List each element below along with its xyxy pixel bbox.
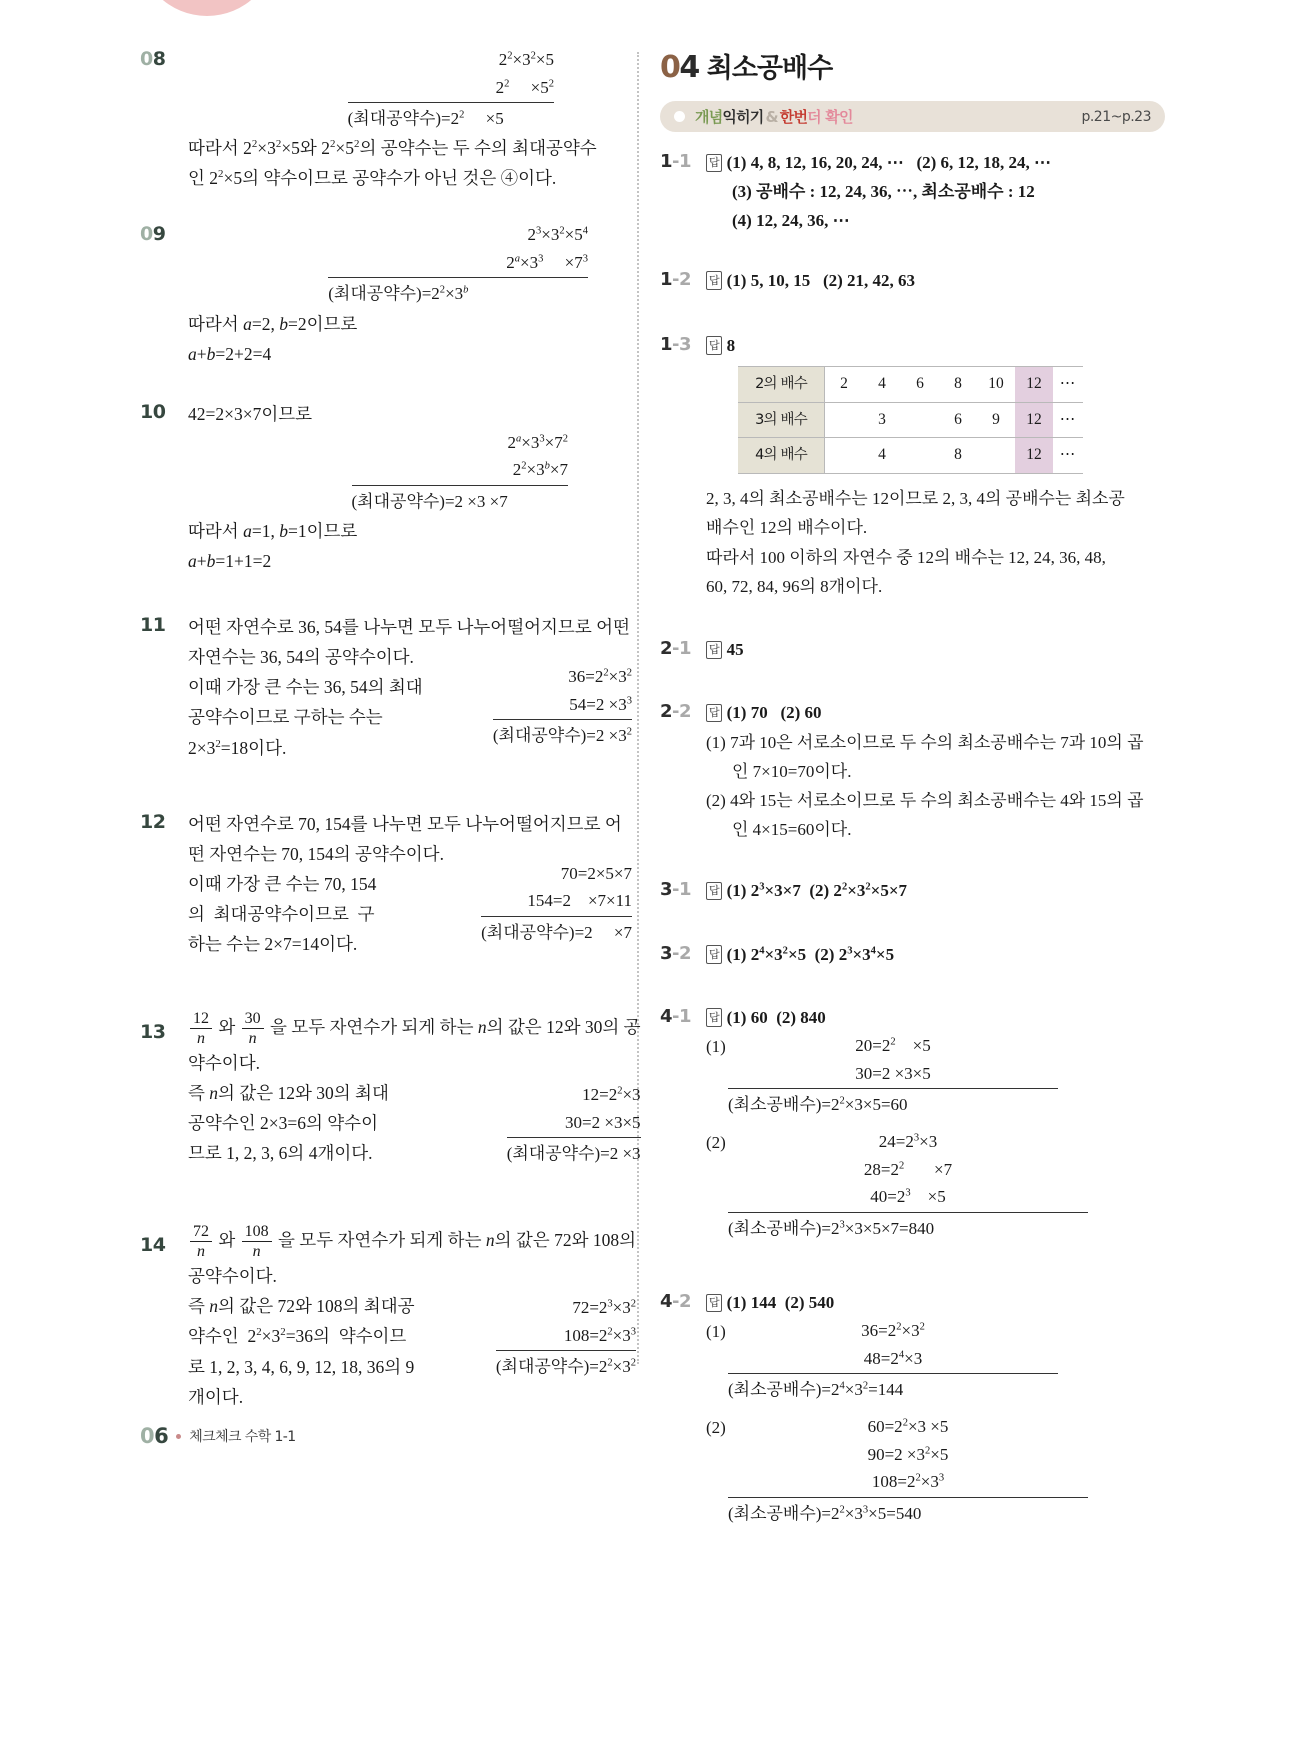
- explanation-line: 인 $2^2\times 5$의 약수이므로 공약수가 아닌 것은 ④이다.: [188, 168, 557, 189]
- answer-4-2: [660, 1288, 1165, 1539]
- answer-body: [706, 1003, 1165, 1254]
- explanation-line: 2, 3, 4의 최소공배수는 12이므로 2, 3, 4의 공배수는 최소공: [706, 489, 1125, 509]
- factor-row: 154=2 ×7×11: [527, 891, 632, 911]
- cell: [825, 438, 864, 474]
- numerator: 108: [244, 1223, 269, 1241]
- answer-text: (1) 70 (2) 60: [726, 703, 822, 723]
- problem-body: [188, 1220, 636, 1411]
- table-row: [738, 438, 1083, 474]
- cell-ellipsis: ⋯: [1053, 438, 1083, 474]
- explanation-line: 공약수인 2×3=6의 약수이: [188, 1113, 378, 1134]
- explanation-line: 자연수는 36, 54의 공약수이다.: [188, 647, 414, 668]
- numerator: 12: [193, 1010, 209, 1028]
- problem-13: [140, 1007, 641, 1168]
- line-text: 을 모두 자연수가 되게 하는 n의 값은 72와 108의: [278, 1230, 637, 1251]
- dap-icon: 답: [706, 1008, 722, 1027]
- explanation-line: $2\times 3^2=18$이다.: [188, 737, 287, 758]
- factor-row: $2^2\times 3^2\times 5$: [498, 50, 554, 69]
- problem-number: 11: [140, 614, 166, 637]
- problem-body: [188, 612, 632, 762]
- fraction: [190, 1223, 212, 1261]
- factor-rows: [496, 1294, 636, 1381]
- explanation-line: 의 최대공약수이므로 구: [188, 903, 375, 924]
- table-row: [738, 367, 1083, 403]
- explanation-line: 개이다.: [188, 1386, 244, 1407]
- answer-number: 1-2: [660, 268, 692, 290]
- problem-number: 09: [140, 223, 166, 246]
- work-label: (1): [706, 1322, 726, 1342]
- conjunction: 와: [218, 1230, 236, 1251]
- answer-text: (4) 12, 24, 36, ⋯: [732, 211, 850, 231]
- gcd-result: (최대공약수)=2 ×3: [507, 1137, 641, 1168]
- left-column: [140, 46, 641, 1418]
- work-block: [706, 1032, 1165, 1128]
- answer-number: 3-1: [660, 879, 692, 901]
- factorization-block: [351, 429, 568, 516]
- cell-ellipsis: ⋯: [1053, 367, 1083, 403]
- answer-body: [706, 148, 1165, 236]
- answer-1-1: [660, 148, 1165, 236]
- factor-row: $2^a\times 3^3$ $\times 7^3$: [506, 252, 588, 272]
- explanation-line: 약수인 $2^2\times 3^2=36$의 약수이므: [188, 1326, 407, 1347]
- denominator: n: [242, 1241, 272, 1261]
- answer-text: (1) $2^3\times 3\times 7$ (2) $2^2\times 3^2\times 5\times 7$: [726, 881, 908, 901]
- answer-line: [706, 177, 1165, 206]
- answer-line: [706, 876, 1165, 905]
- fraction: [242, 1223, 272, 1261]
- answer-text: (1) 144 (2) 540: [726, 1293, 835, 1313]
- cell: 4: [863, 367, 901, 403]
- factorization-block: [481, 860, 632, 947]
- answer-3-1: [660, 876, 1165, 905]
- fraction: [190, 1010, 212, 1048]
- answer-number: 2-2: [660, 701, 692, 723]
- explanation-line: 이때 가장 큰 수는 36, 54의 최대: [188, 677, 423, 698]
- problem-08: [140, 46, 632, 193]
- gcd-result: (최대공약수)$=2^2\times 3^2$: [496, 1350, 636, 1381]
- cell: 3: [863, 402, 901, 438]
- explanation-line: 어떤 자연수로 36, 54를 나누면 모두 나누어떨어지므로 어떤: [188, 617, 630, 638]
- section-band: [660, 101, 1165, 132]
- cell: 6: [901, 367, 939, 403]
- explanation-line: 따라서 $2^2\times 3^2\times 5$와 $2^2\times 5^2$의 공약수는 두 수의 최대공약수: [188, 138, 597, 159]
- explanation-line: (2) 4와 15는 서로소이므로 두 수의 최소공배수는 4와 15의 곱: [706, 791, 1144, 811]
- answer-body: [706, 266, 1165, 295]
- answer-number: 1-3: [660, 333, 692, 355]
- answer-2-2: [660, 698, 1165, 844]
- explanation-line: 하는 수는 2×7=14이다.: [188, 933, 358, 954]
- problem-12: [140, 809, 632, 959]
- answer-text: (3) 공배수 : 12, 24, 36, ⋯, 최소공배수 : 12: [732, 182, 1035, 202]
- factor-row: 70=2×5×7: [560, 863, 632, 883]
- chapter-number: [660, 50, 699, 85]
- answer-number: 1-1: [660, 151, 692, 172]
- answer-line: [706, 331, 1165, 360]
- cell: 10: [977, 367, 1015, 403]
- band-part-3: 한번: [779, 108, 808, 126]
- chapter-title: 최소공배수: [706, 53, 833, 84]
- factor-row: 30=2 ×3×5: [855, 1063, 931, 1083]
- explanation-line: 어떤 자연수로 70, 154를 나누면 모두 나누어떨어지므로 어: [188, 813, 622, 834]
- explanation-line: 약수이다.: [188, 1052, 260, 1073]
- answer-body: [706, 940, 1165, 969]
- gcd-result: (최대공약수)=2 ×7: [481, 916, 632, 947]
- work-block: [706, 1317, 1165, 1413]
- problem-body: [188, 1007, 641, 1168]
- chapter-number-digit: 4: [679, 50, 699, 85]
- explanation-line: 므로 1, 2, 3, 6의 4개이다.: [188, 1143, 373, 1164]
- answer-line: [706, 1288, 1165, 1317]
- factor-row: $54=2 \times 3^3$: [569, 694, 632, 714]
- answer-number: 4-2: [660, 1291, 692, 1313]
- answer-number: 4-1: [660, 1005, 692, 1027]
- page-number: 06: [140, 1424, 169, 1448]
- line-text: 을 모두 자연수가 되게 하는 n의 값은 12와 30의 공: [270, 1017, 641, 1038]
- denominator: n: [190, 1241, 212, 1261]
- cell-highlight: 12: [1015, 438, 1053, 474]
- row-header: 3의 배수: [738, 402, 825, 438]
- explanation-line: 떤 자연수는 70, 154의 공약수이다.: [188, 843, 444, 864]
- work-block: [706, 1413, 1165, 1539]
- factorization-block: [496, 1294, 636, 1381]
- cell: [901, 402, 939, 438]
- explanation-line: [188, 1220, 636, 1261]
- cell-highlight: 12: [1015, 402, 1053, 438]
- gcd-result: (최대공약수)$=2^2\times 3^b$: [328, 277, 588, 308]
- explanation-line: a+b=1+1=2: [188, 551, 272, 572]
- problem-body: [188, 46, 632, 193]
- cell: 2: [825, 367, 864, 403]
- fraction: [242, 1010, 264, 1048]
- factorization-block: [493, 663, 632, 750]
- cell: 8: [939, 367, 977, 403]
- explanation-line: 이때 가장 큰 수는 70, 154: [188, 873, 377, 894]
- answer-4-1: [660, 1003, 1165, 1254]
- factor-row: 30=2 ×3×5: [565, 1112, 641, 1132]
- lcm-result: (최소공배수)$=2^4\times 3^2=144$: [728, 1373, 1058, 1404]
- problem-body: [188, 399, 632, 576]
- dap-icon: 답: [706, 1294, 722, 1313]
- factor-row: $20=2^2$ ×5: [855, 1036, 931, 1056]
- answer-body: [706, 1288, 1165, 1539]
- answer-text: 45: [726, 640, 744, 660]
- factor-row: $90=2 \times 3^2\times 5$: [867, 1444, 949, 1464]
- answer-1-2: [660, 266, 1165, 295]
- factor-row: $40=2^3$ ×5: [870, 1187, 946, 1207]
- answer-line: [706, 940, 1165, 969]
- cell-ellipsis: ⋯: [1053, 402, 1083, 438]
- dap-icon: 답: [706, 271, 722, 290]
- problem-09: [140, 221, 632, 368]
- factor-row: $108=2^2\times 3^3$: [563, 1325, 637, 1345]
- work-label: (2): [706, 1133, 726, 1153]
- band-part-2: 익히기: [722, 108, 764, 126]
- answer-2-1: [660, 635, 1165, 664]
- factor-row: $2^3\times 3^2\times 5^4$: [527, 225, 588, 245]
- cell: 9: [977, 402, 1015, 438]
- explanation-line: 따라서 100 이하의 자연수 중 12의 배수는 12, 24, 36, 48,: [706, 547, 1106, 567]
- factor-row: $60=2^2\times 3 \times 5$: [867, 1417, 949, 1437]
- cell: 6: [939, 402, 977, 438]
- answer-line: [706, 148, 1165, 177]
- factorization-block: [728, 1317, 1058, 1404]
- factor-row: $72=2^3\times 3^2$: [572, 1298, 637, 1318]
- answer-body: [706, 635, 1165, 664]
- book-title: 체크체크 수학 1-1: [189, 1429, 296, 1445]
- problem-body: [188, 221, 632, 368]
- cell: [901, 438, 939, 474]
- page-footer: [140, 1424, 296, 1448]
- answer-line: [706, 206, 1165, 235]
- factor-row: $108=2^2\times 3^3$: [871, 1472, 945, 1492]
- factorization-block: [347, 46, 554, 133]
- factor-row: $48=2^4\times 3$: [863, 1348, 923, 1368]
- explanation-line: 42=2×3×7이므로: [188, 403, 313, 424]
- explanation-line: 인 7×10=70이다.: [732, 761, 852, 781]
- explanation-line: a+b=2+2=4: [188, 343, 272, 364]
- numerator: 72: [193, 1223, 209, 1241]
- cell: [825, 402, 864, 438]
- answer-text: (1) $2^4\times 3^2\times 5$ (2) $2^3\times 3^4\times 5$: [726, 944, 895, 964]
- factor-rows: [507, 1081, 641, 1168]
- answer-line: [706, 266, 1165, 295]
- factor-row: $36=2^2\times 3^2$: [568, 667, 632, 687]
- dap-icon: 답: [706, 641, 722, 660]
- problem-body: [188, 809, 632, 959]
- bullet-icon: [176, 1434, 181, 1439]
- factor-row: $36=2^2\times 3^2$: [861, 1321, 925, 1341]
- right-column: [660, 46, 1165, 1543]
- factorization-block: [728, 1032, 1058, 1119]
- explanation-line: 공약수이다.: [188, 1266, 277, 1287]
- cell: 4: [863, 438, 901, 474]
- answer-number: 3-2: [660, 942, 692, 964]
- gcd-result: (최대공약수)$=2 \times 3^2$: [493, 719, 632, 750]
- row-header: 4의 배수: [738, 438, 825, 474]
- chapter-header: [660, 46, 1165, 85]
- problem-number: 13: [140, 1021, 166, 1044]
- explanation-line: 인 4×15=60이다.: [732, 820, 852, 840]
- cell: 8: [939, 438, 977, 474]
- row-header: 2의 배수: [738, 367, 825, 403]
- conjunction: 와: [218, 1017, 236, 1038]
- dap-icon: 답: [706, 704, 722, 723]
- explanation-line: 즉 n의 값은 12와 30의 최대: [188, 1083, 389, 1104]
- work-label: (1): [706, 1037, 726, 1057]
- answer-body: [706, 876, 1165, 905]
- dap-icon: 답: [706, 336, 722, 355]
- explanation-line: 즉 n의 값은 72와 108의 최대공: [188, 1296, 415, 1317]
- dap-icon: 답: [706, 154, 722, 173]
- problem-11: [140, 612, 632, 762]
- factor-row: $2^a\times 3^3\times 7^2$: [507, 432, 568, 452]
- chapter-number-zero: 0: [660, 50, 680, 85]
- gcd-result: (최대공약수)=2 ×3 ×7: [352, 485, 568, 516]
- factor-rows: [481, 860, 632, 947]
- problem-14: [140, 1220, 637, 1411]
- answer-text: 8: [726, 335, 736, 355]
- problem-10: [140, 399, 632, 576]
- dap-icon: 답: [706, 945, 722, 964]
- explanation-line: 로 1, 2, 3, 4, 6, 9, 12, 18, 36의 9: [188, 1356, 415, 1377]
- factorization-block: [328, 221, 588, 308]
- factor-row: $24=2^3\times 3$: [878, 1132, 938, 1152]
- factorization-block: [728, 1128, 1088, 1242]
- problem-number: 14: [140, 1234, 166, 1257]
- answer-line: [706, 635, 1165, 664]
- explanation-line: 따라서 a=2, b=2이므로: [188, 313, 358, 334]
- numerator: 30: [244, 1010, 261, 1028]
- factor-row: $2^2\times 3^b\times 7$: [512, 460, 568, 480]
- explanation-line: 배수인 12의 배수이다.: [706, 518, 868, 538]
- denominator: n: [190, 1028, 212, 1048]
- problem-number: 12: [140, 810, 166, 833]
- band-part-1: 개념: [695, 108, 723, 126]
- answer-body: [706, 331, 1165, 601]
- explanation-line: 공약수이므로 구하는 수는: [188, 707, 383, 728]
- gcd-result: (최대공약수)$=2^2$ ×5: [348, 102, 554, 133]
- cell: [977, 438, 1015, 474]
- denominator: n: [242, 1028, 264, 1048]
- multiples-table: [738, 366, 1083, 474]
- band-label: [695, 106, 853, 127]
- factor-row: $12=2^2\times 3$: [582, 1085, 641, 1105]
- answer-line: [706, 1003, 1165, 1032]
- factor-row: $28=2^2$ ×7: [863, 1159, 953, 1179]
- explanation-line: 60, 72, 84, 96의 8개이다.: [706, 576, 883, 596]
- explanation-line: 따라서 a=1, b=1이므로: [188, 520, 358, 541]
- answer-1-3: [660, 331, 1165, 601]
- factorization-block: [507, 1081, 641, 1168]
- lcm-result: (최소공배수)$=2^2\times 3\times 5=60$: [728, 1088, 1058, 1119]
- band-ampersand: &: [765, 108, 778, 126]
- answer-body: [706, 698, 1165, 844]
- cell-highlight: 12: [1015, 367, 1053, 403]
- problem-number: 08: [140, 48, 166, 70]
- band-part-4: 더 확인: [807, 108, 853, 126]
- problem-number: 10: [140, 400, 166, 423]
- answer-3-2: [660, 940, 1165, 969]
- answer-text: (1) 4, 8, 12, 16, 20, 24, ⋯ (2) 6, 12, 18, 24, ⋯: [726, 153, 1052, 172]
- work-label: (2): [706, 1418, 726, 1438]
- lcm-result: (최소공배수)$=2^2\times 3^3\times 5=540$: [728, 1497, 1088, 1528]
- dap-icon: 답: [706, 882, 722, 901]
- factor-row: $2^2$ $\times 5^2$: [495, 77, 554, 97]
- answer-text: (1) 60 (2) 840: [726, 1007, 826, 1027]
- explanation-line: (1) 7과 10은 서로소이므로 두 수의 최소공배수는 7과 10의 곱: [706, 732, 1144, 752]
- work-block: [706, 1128, 1165, 1254]
- table-row: [738, 402, 1083, 438]
- explanation-line: [188, 1007, 641, 1048]
- answer-text: (1) 5, 10, 15 (2) 21, 42, 63: [726, 270, 916, 290]
- bullet-icon: [674, 111, 685, 122]
- factor-rows: [493, 663, 632, 750]
- page-range: p.21~p.23: [1081, 108, 1151, 125]
- answer-number: 2-1: [660, 638, 692, 660]
- factorization-block: [728, 1413, 1088, 1527]
- lcm-result: (최소공배수)$=2^3\times 3\times 5\times 7=840$: [728, 1212, 1088, 1243]
- answer-line: [706, 698, 1165, 727]
